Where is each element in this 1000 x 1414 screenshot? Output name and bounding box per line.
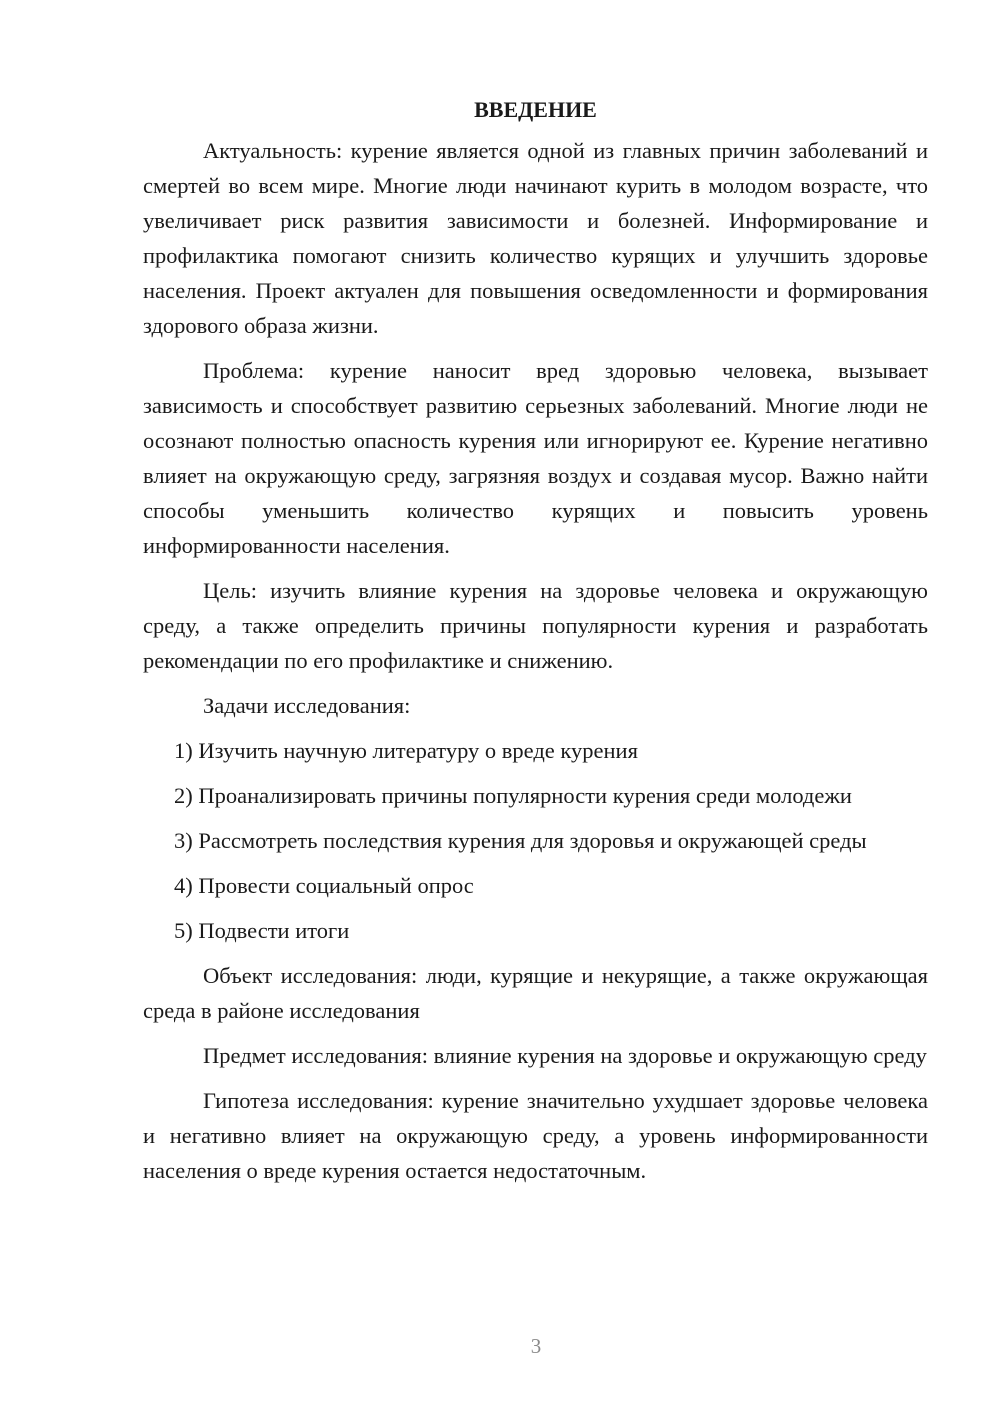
problem-paragraph: Проблема: курение наносит вред здоровью человека, вызывает зависимость и способствует развитию серьезных заболеваний. Многие люди не осознают полностью опасность курения или игнорируют ее. Курение негативно влияет на окружающую среду, загрязняя воздух и создавая мусор. Важно найти способы уменьшить количество курящих и повысить уровень информированности населения. xyxy=(143,358,928,558)
page-number: 3 xyxy=(530,1334,542,1358)
task-item: 4) Провести социальный опрос xyxy=(174,873,474,898)
goal-paragraph: Цель: изучить влияние курения на здоровье человека и окружающую среду, а также определить причины популярности курения и разработать рекомендации по его профилактике и снижению. xyxy=(143,578,928,673)
subject-paragraph: Предмет исследования: влияние курения на здоровье и окружающую среду xyxy=(203,1043,927,1068)
hypothesis-paragraph: Гипотеза исследования: курение значительно ухудшает здоровье человека и негативно влияет на окружающую среду, а уровень информированности населения о вреде курения остается недостаточным. xyxy=(143,1088,928,1183)
tasks-heading: Задачи исследования: xyxy=(203,693,411,718)
task-item: 3) Рассмотреть последствия курения для здоровья и окружающей среды xyxy=(174,828,867,853)
task-item: 2) Проанализировать причины популярности курения среди молодежи xyxy=(174,783,852,808)
object-paragraph: Объект исследования: люди, курящие и некурящие, а также окружающая среда в районе исследования xyxy=(143,963,928,1023)
section-title: ВВЕДЕНИЕ xyxy=(474,97,597,122)
task-item: 5) Подвести итоги xyxy=(174,918,350,943)
task-item: 1) Изучить научную литературу о вреде курения xyxy=(174,738,638,763)
document-body xyxy=(143,92,928,1198)
relevance-paragraph: Актуальность: курение является одной из главных причин заболеваний и смертей во всем мире. Многие люди начинают курить в молодом возрасте, что увеличивает риск развития зависимости и болезней. Информирование и профилактика помогают снизить количество курящих и улучшить здоровье населения. Проект актуален для повышения осведомленности и формирования здорового образа жизни. xyxy=(143,138,928,338)
